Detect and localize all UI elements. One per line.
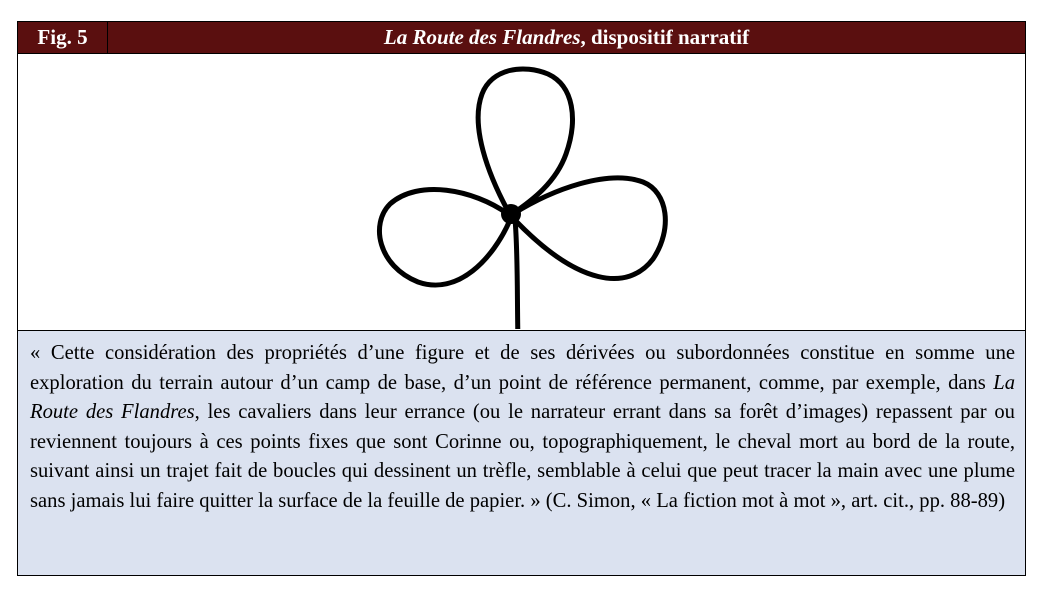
trefoil-stem [515,219,518,329]
figure-title-rest: , dispositif narratif [580,25,750,49]
quote-text-end: , les cavaliers dans leur errance (ou le narrateur errant dans sa forêt d’images) repassent par ou reviennent toujours à ces points fixes que sont Corinne ou, topographiquement, le cheval mort au bord de la route, suivant ainsi un trajet fait de boucles qui dessinent un trèfle, semblable à celui que peut tracer la main avec une plume sans jamais lui faire quitter la surface de la feuille de papier. » (C. Simon, « La fiction mot à mot », art. cit., pp. 88-89) [30,401,1015,512]
trefoil-clover-icon [18,54,1024,329]
figure-title [108,22,1025,53]
figure-label: Fig. 5 [18,22,108,53]
quote-book-title: La Route des Flandres [30,371,1015,424]
figure-title-italic: La Route des Flandres [383,25,581,49]
figure-header [18,22,1025,54]
quote-text-start: « Cette considération des propriétés d’une figure et de ses dérivées ou subordonnées constitue en somme une exploration du terrain autour d’un camp de base, d’un point de référence permanent, comme, par exemple, dans [30,342,1015,394]
figure-box [17,21,1026,576]
trefoil-center-dot [501,204,521,224]
trefoil-left-loop [379,190,510,286]
quote-panel [18,331,1025,575]
drawing-panel [18,54,1025,331]
